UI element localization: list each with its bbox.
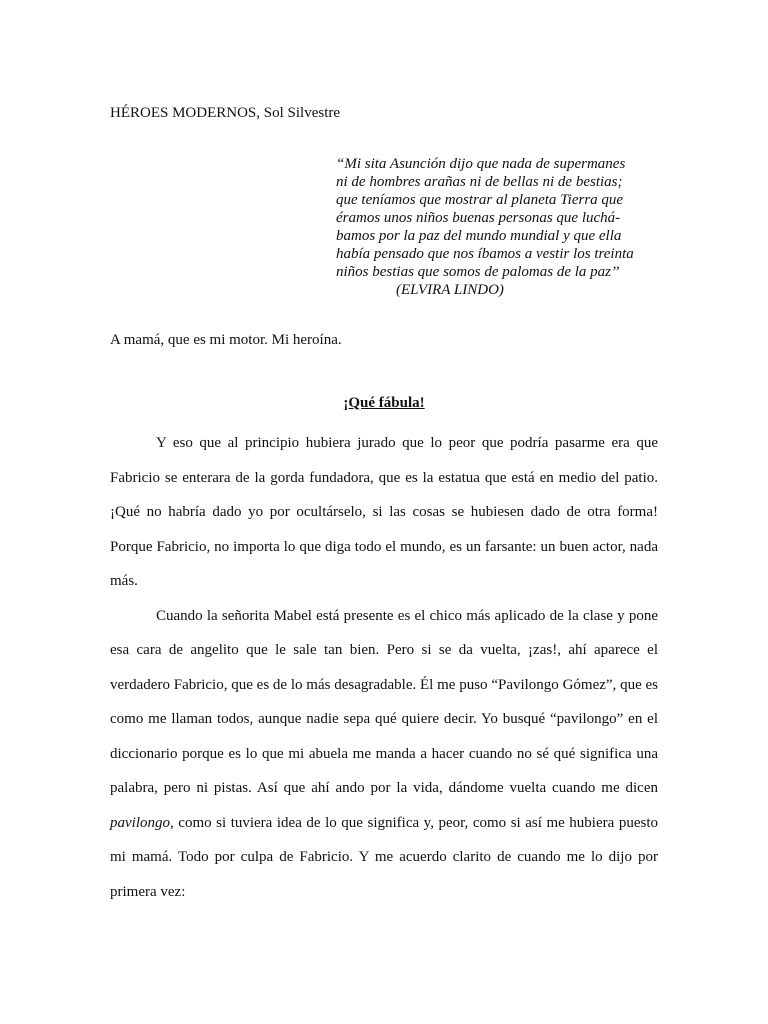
epigraph-line: que teníamos que mostrar al planeta Tierra que	[336, 192, 624, 208]
epigraph-line: niños bestias que somos de palomas de la paz’’	[336, 264, 620, 280]
paragraph-text: , como si tuviera idea de lo que significa y, peor, como si así me hubiera puesto mi mamá. Todo por culpa de Fabricio. Y me acuerdo clarito de cuando me lo dijo por primera vez:	[110, 814, 658, 900]
epigraph-line: bamos por la paz del mundo mundial y que ella	[336, 228, 622, 244]
paragraph-text: Cuando la señorita Mabel está presente es el chico más aplicado de la clase y pone esa cara de angelito que le sale tan bien. Pero si se da vuelta, ¡zas!, ahí aparece el verdadero Fabricio, que es de lo más desagradable. Él me puso “Pavilongo Gómez”, que es como me llaman todos, aunque nadie sepa qué quiere decir. Yo busqué “pavilongo” en el diccionario porque es lo que mi abuela me manda a hacer cuando no sé qué significa una palabra, pero ni pistas. Así que ahí ando por la vida, dándome vuelta cuando me dicen	[110, 607, 658, 796]
dedication: A mamá, que es mi motor. Mi heroína.	[110, 332, 342, 348]
epigraph-line: ni de hombres arañas ni de bellas ni de bestias;	[336, 174, 623, 190]
body-text	[110, 426, 658, 909]
chapter-title: ¡Qué fábula!	[343, 395, 425, 411]
paragraph	[110, 599, 658, 910]
epigraph-line: éramos unos niños buenas personas que luchá-	[336, 210, 621, 226]
epigraph-author: (ELVIRA LINDO)	[396, 282, 504, 298]
paragraph: Y eso que al principio hubiera jurado que lo peor que podría pasarme era que Fabricio se enterara de la gorda fundadora, que es la estatua que está en medio del patio. ¡Qué no habría dado yo por ocultárselo, si las cosas se hubiesen dado de otra forma! Porque Fabricio, no importa lo que diga todo el mundo, es un farsante: un buen actor, nada más.	[110, 435, 658, 589]
epigraph-line: había pensado que nos íbamos a vestir los treinta	[336, 246, 634, 262]
document-heading: HÉROES MODERNOS, Sol Silvestre	[110, 105, 341, 121]
epigraph-quote	[336, 155, 666, 299]
epigraph-line: “Mi sita Asunción dijo que nada de supermanes	[336, 156, 626, 172]
italic-word: pavilongo	[110, 814, 170, 831]
